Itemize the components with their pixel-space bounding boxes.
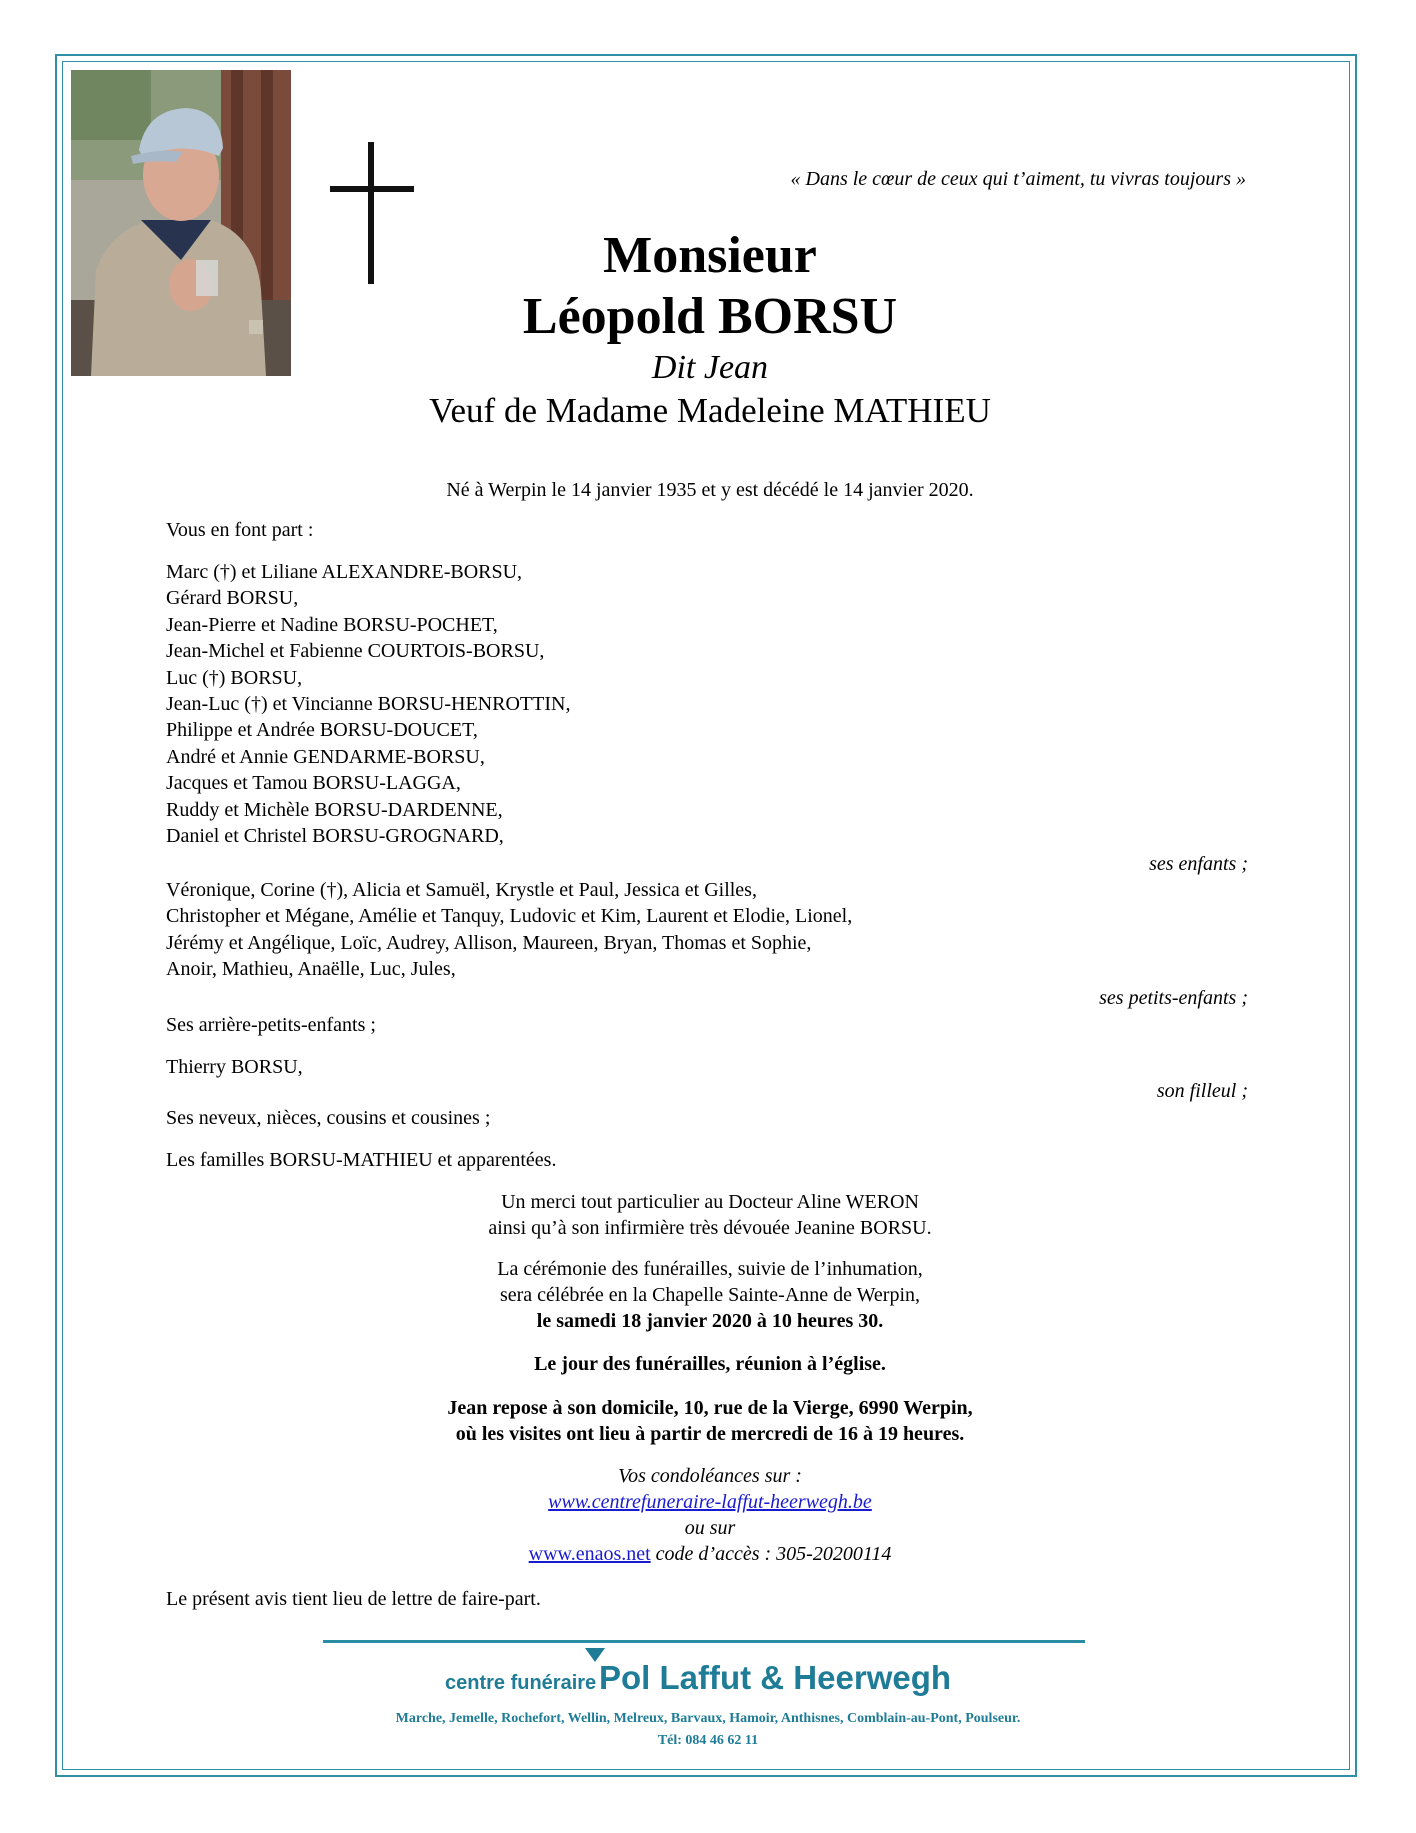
thanks-line: ainsi qu’à son infirmière très dévouée Jeanine BORSU. bbox=[488, 1217, 932, 1239]
nickname: Dit Jean bbox=[651, 349, 769, 386]
grandchildren-list bbox=[166, 877, 852, 983]
list-item: Luc (†) BORSU, bbox=[166, 666, 303, 689]
children-label: ses enfants ; bbox=[1149, 853, 1248, 875]
great-grandchildren: Ses arrière-petits-enfants ; bbox=[166, 1014, 376, 1036]
godson: Thierry BORSU, bbox=[166, 1056, 303, 1078]
thanks-line: Un merci tout particulier au Docteur Aline WERON bbox=[501, 1191, 919, 1213]
visits-line: où les visites ont lieu à partir de mercredi de 16 à 19 heures. bbox=[455, 1423, 965, 1445]
widower-line: Veuf de Madame Madeleine MATHIEU bbox=[429, 391, 991, 430]
footer-prefix: centre funéraire bbox=[445, 1672, 597, 1694]
condolences-link-2[interactable]: www.enaos.net bbox=[528, 1543, 651, 1565]
ceremony-block bbox=[340, 1256, 1080, 1334]
condolences-link-1[interactable]: www.centrefuneraire-laffut-heerwegh.be bbox=[548, 1491, 872, 1513]
children-list bbox=[166, 559, 570, 849]
list-item: Jérémy et Angélique, Loïc, Audrey, Allison, Maureen, Bryan, Thomas et Sophie, bbox=[166, 931, 812, 954]
godson-label: son filleul ; bbox=[1156, 1080, 1248, 1102]
condolences-block bbox=[340, 1463, 1080, 1567]
list-item: Philippe et Andrée BORSU-DOUCET, bbox=[166, 719, 478, 742]
list-item: Daniel et Christel BORSU-GROGNARD, bbox=[166, 825, 504, 848]
footer-brand: Pol Laffut & Heerwegh bbox=[599, 1659, 952, 1696]
meeting-line: Le jour des funérailles, réunion à l’église. bbox=[534, 1353, 886, 1375]
ceremony-line: sera célébrée en la Chapelle Sainte-Anne de Werpin, bbox=[499, 1284, 921, 1306]
list-item: Jacques et Tamou BORSU-LAGGA, bbox=[166, 772, 461, 795]
families-line: Les familles BORSU-MATHIEU et apparentées. bbox=[166, 1149, 557, 1171]
list-item: Jean-Luc (†) et Vincianne BORSU-HENROTTIN, bbox=[166, 693, 571, 716]
intro-text: Vous en font part : bbox=[166, 519, 314, 541]
thanks-block bbox=[340, 1189, 1080, 1241]
list-item: Véronique, Corine (†), Alicia et Samuël, Krystle et Paul, Jessica et Gilles, bbox=[166, 879, 757, 901]
list-item: Marc (†) et Liliane ALEXANDRE-BORSU, bbox=[166, 561, 523, 583]
closing-line: Le présent avis tient lieu de lettre de faire-part. bbox=[166, 1588, 541, 1610]
nephews-line: Ses neveux, nièces, cousins et cousines ; bbox=[166, 1107, 491, 1129]
grandchildren-label: ses petits-enfants ; bbox=[1099, 987, 1248, 1009]
condolences-intro: Vos condoléances sur : bbox=[618, 1465, 802, 1487]
footer-towns: Marche, Jemelle, Rochefort, Wellin, Melreux, Barvaux, Hamoir, Anthisnes, Comblain-au-Pont, Poulseur. bbox=[395, 1711, 1021, 1726]
list-item: Jean-Michel et Fabienne COURTOIS-BORSU, bbox=[166, 640, 545, 663]
access-code: code d’accès : 305-20200114 bbox=[650, 1543, 892, 1565]
visits-line: Jean repose à son domicile, 10, rue de la Vierge, 6990 Werpin, bbox=[447, 1397, 973, 1419]
condolences-or: ou sur bbox=[684, 1517, 736, 1539]
list-item: Gérard BORSU, bbox=[166, 587, 299, 610]
epigraph: « Dans le cœur de ceux qui t’aiment, tu vivras toujours » bbox=[790, 168, 1246, 190]
salutation: Monsieur bbox=[603, 227, 817, 284]
visits-block bbox=[340, 1395, 1080, 1447]
list-item: Ruddy et Michèle BORSU-DARDENNE, bbox=[166, 798, 503, 821]
portrait-photo bbox=[71, 70, 291, 376]
footer-rule bbox=[323, 1640, 1085, 1643]
list-item: André et Annie GENDARME-BORSU, bbox=[166, 745, 485, 768]
ceremony-date: le samedi 18 janvier 2020 à 10 heures 30. bbox=[536, 1310, 884, 1332]
ceremony-line: La cérémonie des funérailles, suivie de l’inhumation, bbox=[497, 1258, 923, 1280]
birth-death-line: Né à Werpin le 14 janvier 1935 et y est décédé le 14 janvier 2020. bbox=[446, 479, 974, 501]
title-block bbox=[340, 226, 1080, 434]
list-item: Anoir, Mathieu, Anaëlle, Luc, Jules, bbox=[166, 958, 456, 981]
list-item: Christopher et Mégane, Amélie et Tanquy, Ludovic et Kim, Laurent et Elodie, Lionel, bbox=[166, 905, 853, 928]
footer-phone: Tél: 084 46 62 11 bbox=[657, 1733, 759, 1748]
deceased-name: Léopold BORSU bbox=[522, 288, 898, 345]
list-item: Jean-Pierre et Nadine BORSU-POCHET, bbox=[166, 613, 498, 636]
